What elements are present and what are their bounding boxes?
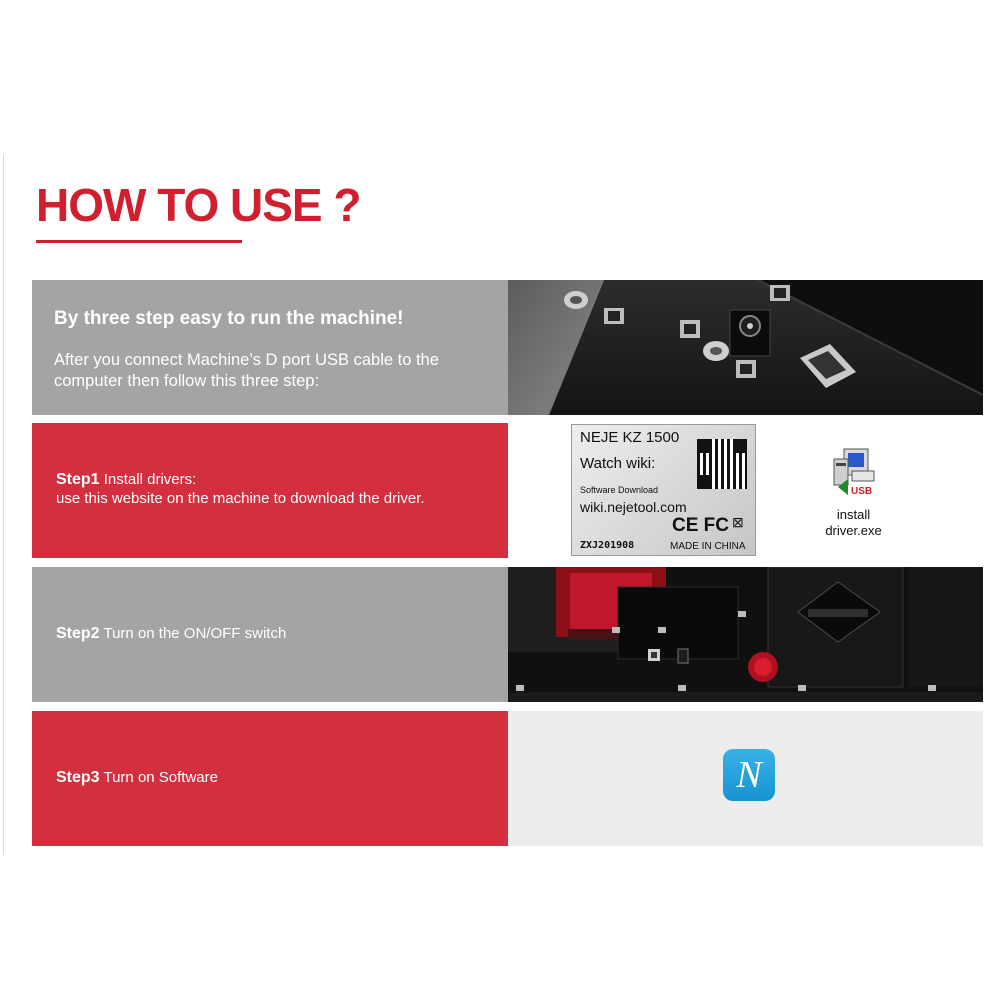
title-underline [36, 240, 242, 243]
page-title: HOW TO USE ? [36, 179, 361, 231]
machine-ports-illustration [508, 280, 983, 415]
left-edge-rule [3, 155, 4, 855]
step1-text [56, 470, 425, 508]
step1-panel [32, 423, 508, 558]
step2-text [56, 624, 286, 643]
plate-origin: MADE IN CHINA [670, 541, 746, 552]
machine-switch-illustration [508, 567, 983, 702]
step2-label: Step2 [56, 625, 100, 642]
step2-panel [32, 567, 508, 702]
usb-caption [806, 507, 901, 539]
step3-panel [32, 711, 508, 846]
intro-heading: By three step easy to run the machine! [54, 308, 404, 329]
usb-caption-line2: driver.exe [825, 523, 882, 538]
machine-ports-photo [508, 280, 983, 415]
step3-title: Turn on Software [103, 769, 218, 786]
step2-row [32, 567, 983, 702]
machine-switch-photo [508, 567, 983, 702]
plate-watch: Watch wiki: [580, 455, 656, 472]
weee-bin-icon: ⊠ [732, 514, 744, 530]
step3-row [32, 711, 983, 846]
step3-media [508, 711, 983, 846]
step1-row [32, 423, 983, 558]
intro-row [32, 280, 983, 415]
step3-text [56, 768, 218, 787]
install-driver-tile[interactable] [806, 443, 901, 548]
intro-panel [32, 280, 508, 415]
step1-subtext: use this website on the machine to download the driver. [56, 490, 425, 507]
plate-download: Software Download [580, 485, 659, 495]
step2-title: Turn on the ON/OFF switch [103, 625, 287, 642]
machine-label-plate [571, 424, 756, 556]
usb-caption-line1: install [836, 507, 871, 522]
plate-url: wiki.nejetool.com [580, 499, 687, 515]
step1-label: Step1 [56, 471, 100, 488]
step1-title: Install drivers: [103, 471, 197, 488]
qr-code-icon [697, 439, 747, 489]
intro-body: After you connect Machine’s D port USB cable to the computer then follow this three step: [54, 351, 439, 390]
plate-serial: ZXJ201908 [580, 540, 635, 551]
software-app-icon[interactable]: N [723, 749, 775, 801]
plate-model: NEJE KZ 1500 [580, 429, 680, 446]
usb-badge: USB [851, 486, 873, 497]
step1-media [508, 423, 983, 558]
step3-label: Step3 [56, 769, 100, 786]
plate-cert-marks: CE FC [672, 515, 729, 536]
